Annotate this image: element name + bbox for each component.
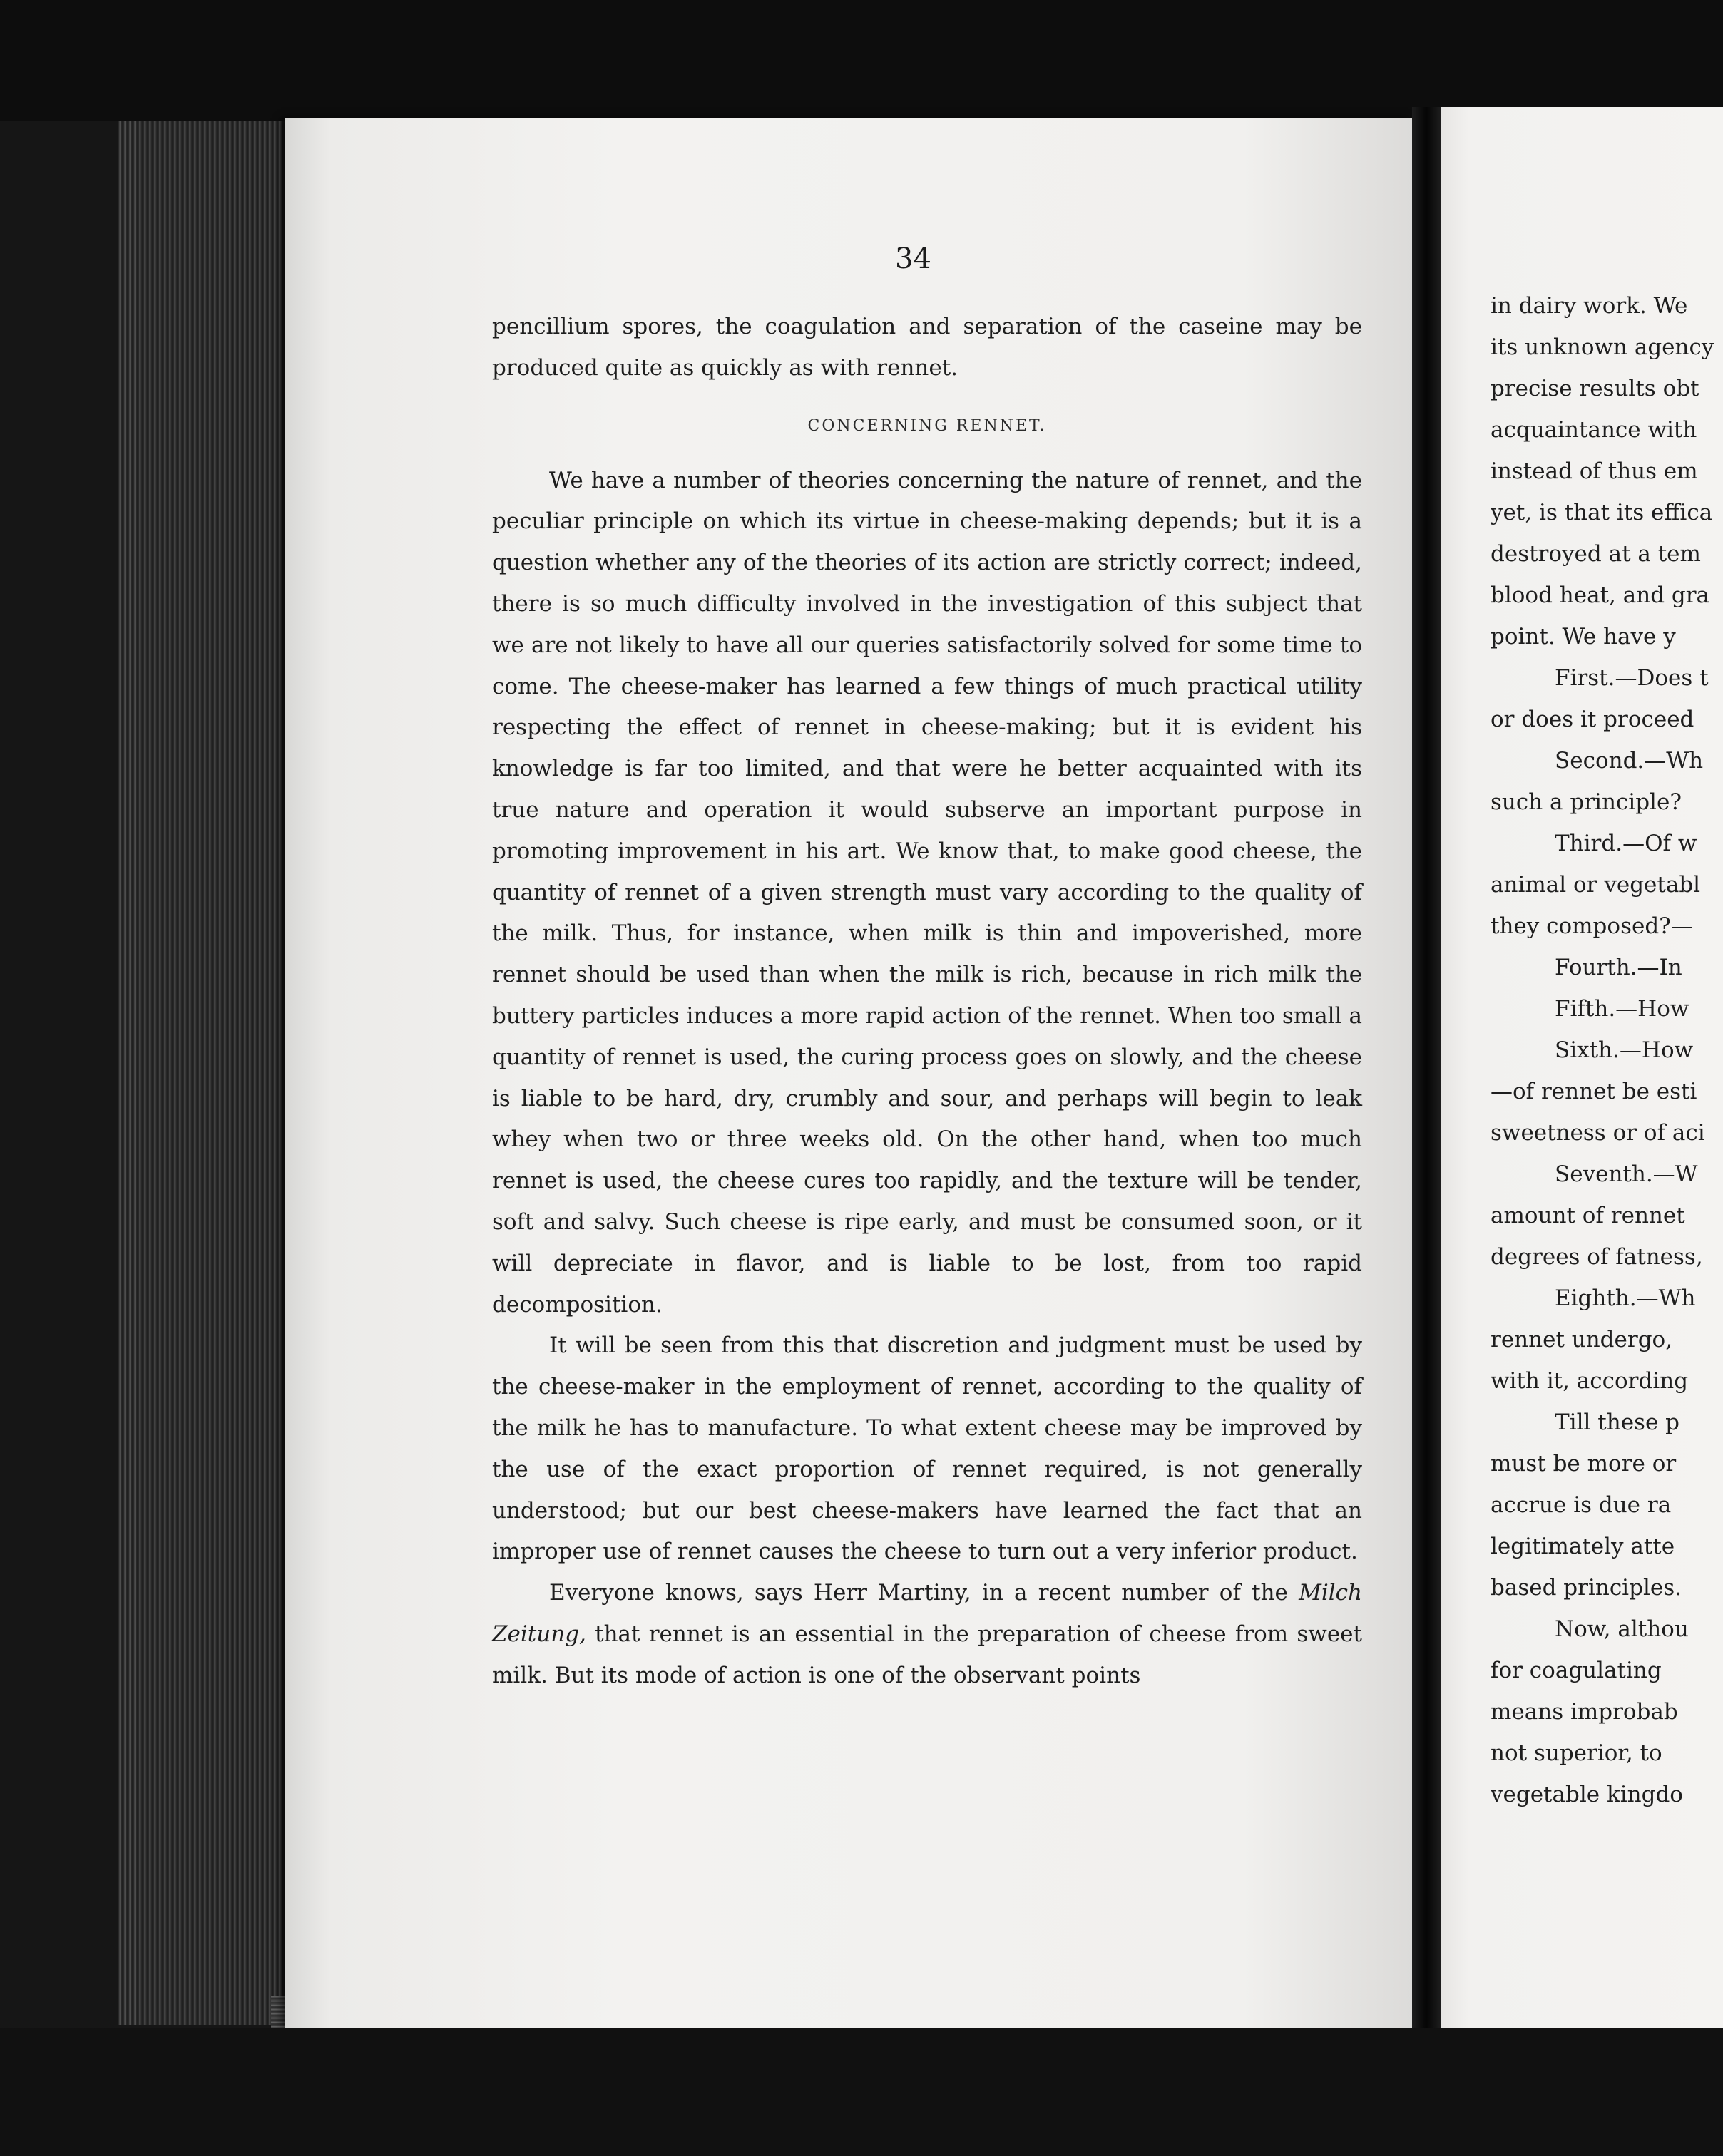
body-paragraph-1: We have a number of theories concerning the nature of rennet, and the peculiar principle on which its virtue in cheese-making depends; but it is a question whether any of the theories of its action are strictly correct; indeed, there is so much difficulty involved in the investigation of this subject that we are not likely to have all our queries satisfactorily solved for some time to come. The cheese-maker has learned a few things of much practical utility respecting the effect of rennet in cheese-making; but it is evident his knowledge is far too limited, and that were he better acquainted with its true nature and operation it would subserve an important purpose in promoting improvement in his art. We know that, to make good cheese, the quantity of rennet of a given strength must vary according to the quality of the milk. Thus, for instance, when milk is thin and impoverished, more rennet should be used than when the milk is rich, because in rich milk the buttery particles induces a more rapid action of the rennet. When too small a quantity of rennet is used, the curing process goes on slowly, and the cheese is liable to be hard, dry, crumbly and sour, and perhaps will begin to leak whey when two or three weeks old. On the other hand, when too much rennet is used, the cheese cures too rapidly, and the texture will be tender, soft and salvy. Such cheese is ripe early, and must be consumed soon, or it will depreciate in flavor, and is liable to be lost, from too rapid decomposition.: [492, 467, 1362, 1318]
right-line: degrees of fatness,: [1491, 1244, 1703, 1270]
paragraph-3-text-b: that rennet is an essential in the preparation of cheese from sweet milk. But its mode of action is one of the observant points: [492, 1621, 1362, 1688]
right-line: animal or vegetabl: [1491, 872, 1701, 898]
right-line: in dairy work. We: [1491, 293, 1688, 319]
section-heading: CONCERNING RENNET.: [807, 416, 1047, 435]
right-line: instead of thus em: [1491, 458, 1698, 484]
right-line: Second.—Wh: [1555, 748, 1704, 774]
right-line: Sixth.—How: [1555, 1037, 1694, 1063]
body-paragraph-2: It will be seen from this that discretion and judgment must be used by the cheese-maker in the employment of rennet, according to the quality of the milk he has to manufacture. To what extent cheese may be improved by the use of the exact proportion of rennet required, is not generally understood; but our best cheese-makers have learned the fact that an improper use of rennet causes the cheese to turn out a very inferior product.: [492, 1333, 1362, 1565]
right-line: they composed?—: [1491, 913, 1693, 939]
right-line: Seventh.—W: [1555, 1161, 1698, 1187]
right-line: its unknown agency: [1491, 334, 1714, 360]
book-gutter: [1412, 107, 1441, 2032]
right-page-text: [1491, 285, 1723, 1815]
journal-title: Milch Zeitung,: [492, 1580, 1362, 1647]
right-line: First.—Does t: [1555, 665, 1709, 691]
right-line: such a principle?: [1491, 789, 1682, 815]
right-line: yet, is that its effica: [1491, 500, 1713, 525]
right-line: point. We have y: [1491, 624, 1676, 650]
right-line: Fifth.—How: [1555, 996, 1689, 1022]
right-line: amount of rennet: [1491, 1203, 1685, 1228]
book-page-edges: [118, 121, 282, 2025]
right-line: Now, althou: [1555, 1616, 1689, 1642]
paragraph-3-text-a: Everyone knows, says Herr Martiny, in a recent number of the: [549, 1580, 1299, 1606]
right-line: acquaintance with: [1491, 417, 1697, 443]
right-line: —of rennet be esti: [1491, 1079, 1697, 1104]
page-number: 34: [895, 242, 931, 275]
right-line: for coagulating: [1491, 1658, 1662, 1683]
right-line: Third.—Of w: [1555, 831, 1697, 856]
right-line: means improbab: [1491, 1699, 1678, 1725]
body-paragraph-3: [492, 1573, 1362, 1696]
right-line: Till these p: [1555, 1410, 1679, 1435]
left-page-text: [492, 307, 1362, 1697]
intro-paragraph: pencillium spores, the coagulation and separation of the caseine may be produced quite as quickly as with rennet.: [492, 314, 1362, 381]
right-line: with it, according: [1491, 1368, 1689, 1394]
right-line: or does it proceed: [1491, 707, 1694, 732]
right-line: accrue is due ra: [1491, 1492, 1672, 1518]
right-line: sweetness or of aci: [1491, 1120, 1705, 1146]
right-line: based principles.: [1491, 1575, 1682, 1601]
microfilm-frame-top: [0, 0, 1723, 121]
right-line: must be more or: [1491, 1451, 1677, 1477]
right-line: legitimately atte: [1491, 1534, 1675, 1559]
right-line: Fourth.—In: [1555, 955, 1682, 980]
right-line: rennet undergo,: [1491, 1327, 1673, 1352]
microfilm-frame-bottom: [0, 2028, 1723, 2156]
right-line: Eighth.—Wh: [1555, 1285, 1696, 1311]
right-line: not superior, to: [1491, 1740, 1662, 1766]
right-line: precise results obt: [1491, 376, 1699, 401]
right-line: blood heat, and gra: [1491, 582, 1710, 608]
right-line: vegetable kingdo: [1491, 1782, 1683, 1807]
right-line: destroyed at a tem: [1491, 541, 1701, 567]
